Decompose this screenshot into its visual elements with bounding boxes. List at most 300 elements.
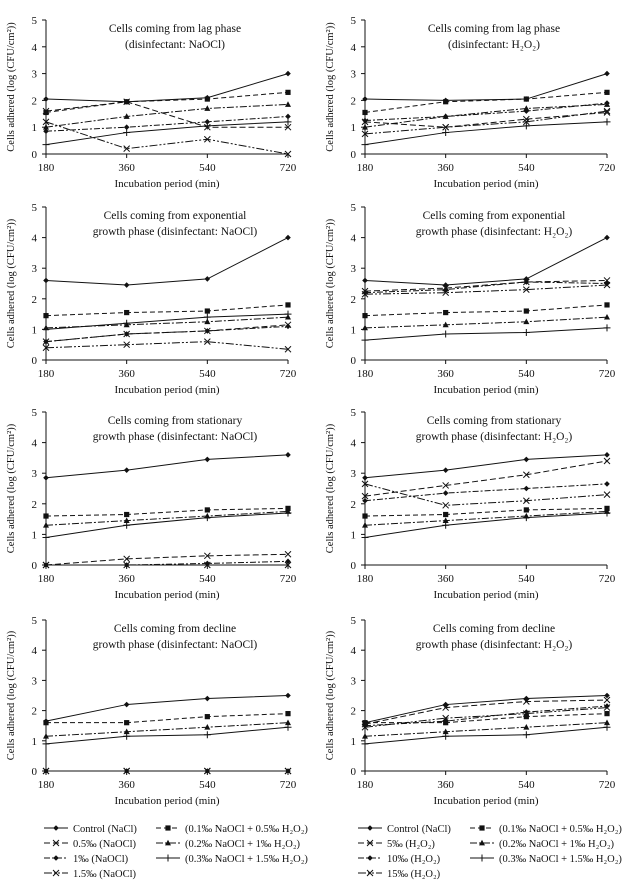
series-line (46, 714, 288, 723)
series-control (43, 235, 291, 288)
y-axis-label: Cells adhered (log (CFU/cm²)) (325, 218, 336, 349)
y-tick-label: 3 (350, 675, 356, 688)
series-mix3 (43, 118, 292, 148)
y-tick-label: 2 (350, 705, 356, 718)
data-point (205, 457, 211, 463)
x-tick-label: 720 (279, 162, 297, 174)
series-mix1 (43, 90, 290, 115)
y-axis-label: Cells adhered (log (CFU/cm²)) (6, 423, 17, 554)
series-line (365, 484, 607, 501)
x-tick-label: 180 (356, 573, 374, 585)
data-point (443, 512, 448, 517)
y-tick-label: 4 (31, 232, 37, 245)
data-point (362, 337, 369, 344)
data-point (204, 314, 211, 321)
series-line (365, 328, 607, 340)
series-line (365, 484, 607, 505)
chart-title: Cells coming from lag phase (427, 23, 561, 35)
legend-item (156, 854, 308, 865)
y-tick-label: 1 (31, 529, 37, 542)
series-line (365, 122, 607, 145)
legend-label: 0.5‰ (NaOCl) (73, 839, 136, 850)
x-tick-label: 540 (518, 573, 535, 585)
data-point (285, 235, 291, 241)
x-tick-label: 180 (356, 368, 374, 380)
legend-label: (0.2‰ NaOCl + 1‰ H₂O₂) (185, 839, 301, 850)
data-point (285, 302, 290, 307)
data-point (362, 513, 367, 518)
y-tick-label: 1 (350, 529, 356, 542)
y-tick-label: 1 (31, 324, 37, 337)
series-mix2 (362, 508, 610, 527)
data-point (604, 314, 610, 320)
chart-panel (6, 615, 297, 807)
series-mix1 (362, 90, 609, 115)
x-tick-label: 720 (279, 779, 297, 791)
y-tick-label: 3 (350, 263, 356, 276)
y-tick-label: 5 (350, 15, 356, 27)
data-point (43, 513, 48, 518)
series-mix1 (43, 711, 290, 725)
data-point (43, 534, 50, 541)
x-axis-label: Incubation period (min) (114, 795, 220, 807)
series-line (46, 314, 288, 329)
y-axis-label: Cells adhered (log (CFU/cm²)) (325, 423, 336, 554)
legend-marker (165, 855, 172, 862)
data-point (124, 310, 129, 315)
chart-panel (6, 407, 297, 601)
series-control (362, 235, 610, 288)
series-line (365, 305, 607, 316)
data-point (604, 71, 610, 77)
y-tick-label: 0 (350, 149, 356, 161)
series-mix1 (362, 506, 609, 519)
y-tick-label: 1 (350, 122, 356, 135)
legend-marker (479, 825, 484, 830)
series-line (46, 122, 288, 145)
y-tick-label: 5 (31, 407, 37, 419)
data-point (523, 514, 530, 521)
legend-item (470, 824, 622, 835)
data-point (604, 711, 609, 716)
x-tick-label: 540 (199, 573, 216, 585)
y-tick-label: 4 (31, 437, 37, 450)
y-axis-label: Cells adhered (log (CFU/cm²)) (6, 22, 17, 152)
legend-item (358, 869, 441, 880)
data-point (204, 105, 210, 111)
x-axis-label: Incubation period (min) (433, 178, 539, 190)
data-point (524, 486, 530, 492)
data-point (285, 711, 290, 716)
chart-panel (325, 615, 616, 807)
data-point (443, 720, 448, 725)
series-mix3 (43, 724, 292, 748)
data-point (443, 467, 449, 473)
series-d2 (362, 703, 610, 728)
legend-item (358, 839, 435, 850)
y-tick-label: 5 (31, 615, 37, 627)
y-axis-label: Cells adhered (log (CFU/cm²)) (6, 630, 17, 761)
x-tick-label: 360 (437, 368, 454, 380)
x-tick-label: 360 (118, 368, 135, 380)
series-d2 (362, 481, 610, 503)
chart-title: Cells coming from decline (113, 623, 237, 635)
y-tick-label: 3 (31, 468, 37, 481)
series-line (46, 74, 288, 102)
legend-item (358, 854, 441, 865)
y-tick-label: 2 (350, 498, 356, 511)
data-point (205, 276, 211, 282)
chart-panel (325, 407, 616, 601)
x-tick-label: 360 (118, 573, 135, 585)
y-tick-label: 4 (31, 41, 37, 54)
y-axis-label: Cells adhered (log (CFU/cm²)) (325, 630, 336, 761)
series-line (46, 696, 288, 722)
y-tick-label: 4 (350, 645, 356, 658)
chart-title: Cells coming from lag phase (108, 23, 242, 35)
y-tick-label: 3 (350, 68, 356, 81)
data-point (604, 324, 611, 331)
legend-marker (367, 855, 373, 861)
series-line (365, 511, 607, 525)
data-point (443, 702, 449, 708)
series-line (46, 92, 288, 112)
x-tick-label: 720 (279, 573, 297, 585)
data-point (124, 282, 130, 288)
x-axis-label: Incubation period (min) (433, 589, 539, 601)
y-tick-label: 4 (350, 41, 356, 54)
y-tick-label: 2 (31, 705, 37, 718)
y-tick-label: 3 (31, 675, 37, 688)
data-point (124, 512, 129, 517)
y-tick-label: 0 (350, 355, 356, 367)
legend-label: (0.1‰ NaOCl + 0.5‰ H₂O₂) (499, 824, 622, 835)
y-tick-label: 3 (31, 263, 37, 276)
chart-title: growth phase (disinfectant: H₂O₂) (415, 431, 573, 443)
series-mix3 (43, 509, 292, 540)
data-point (205, 714, 210, 719)
data-point (362, 740, 369, 747)
x-axis-label: Incubation period (min) (114, 384, 220, 396)
series-d1 (362, 458, 610, 499)
data-point (43, 720, 48, 725)
y-axis-label: Cells adhered (log (CFU/cm²)) (325, 22, 336, 152)
data-point (362, 96, 368, 102)
data-point (43, 475, 49, 481)
legend-naocl (44, 824, 308, 880)
data-point (43, 141, 50, 148)
data-point (604, 90, 609, 95)
y-tick-label: 4 (350, 437, 356, 450)
data-point (362, 110, 367, 115)
data-point (285, 311, 292, 318)
series-d3 (362, 282, 610, 297)
legend-item (470, 839, 615, 850)
legend-label: (0.3‰ NaOCl + 1.5‰ H₂O₂) (499, 854, 622, 865)
data-point (43, 313, 48, 318)
data-point (524, 714, 529, 719)
chart-panel (325, 202, 616, 396)
data-point (285, 693, 291, 699)
legend-item (156, 839, 301, 850)
legend-marker (367, 825, 373, 831)
data-point (205, 308, 210, 313)
data-point (124, 467, 130, 473)
legend-marker (53, 855, 59, 861)
legend-label: Control (NaCl) (387, 824, 451, 835)
chart-title: growth phase (disinfectant: NaOCl) (92, 431, 258, 443)
data-point (442, 330, 449, 337)
series-mix3 (362, 509, 611, 540)
data-point (443, 490, 449, 496)
y-tick-label: 0 (31, 766, 37, 778)
data-point (123, 320, 130, 327)
y-axis-label: Cells adhered (log (CFU/cm²)) (6, 218, 17, 349)
series-line (365, 723, 607, 737)
series-mix1 (43, 506, 290, 519)
legend-label: 15‰ (H₂O₂) (387, 869, 441, 880)
data-point (524, 696, 530, 702)
data-point (204, 731, 211, 738)
data-point (204, 514, 211, 521)
chart-panel (325, 15, 616, 190)
series-mix1 (362, 302, 609, 318)
legend-label: 1‰ (NaOCl) (73, 854, 129, 865)
series-d1 (43, 99, 291, 130)
legend-label: Control (NaCl) (73, 824, 137, 835)
series-control (362, 71, 610, 103)
y-tick-label: 4 (31, 645, 37, 658)
x-tick-label: 540 (518, 779, 535, 791)
y-tick-label: 5 (31, 15, 37, 27)
y-tick-label: 3 (31, 68, 37, 81)
data-point (362, 278, 368, 284)
legend-item (44, 839, 136, 850)
x-tick-label: 720 (279, 368, 297, 380)
data-point (43, 96, 49, 102)
series-line (365, 112, 607, 127)
data-point (285, 90, 290, 95)
x-tick-label: 540 (199, 368, 216, 380)
data-point (43, 740, 50, 747)
y-tick-label: 5 (350, 407, 356, 419)
data-point (443, 99, 448, 104)
x-tick-label: 360 (118, 779, 135, 791)
y-tick-label: 2 (31, 293, 37, 306)
series-line (365, 317, 607, 328)
data-point (604, 481, 610, 487)
y-tick-label: 1 (31, 735, 37, 748)
series-line (365, 455, 607, 478)
series-line (365, 92, 607, 112)
y-tick-label: 5 (350, 615, 356, 627)
data-point (285, 452, 291, 458)
data-point (604, 452, 610, 458)
series-line (46, 325, 288, 342)
chart-title: growth phase (disinfectant: H₂O₂) (415, 639, 573, 651)
y-tick-label: 0 (350, 766, 356, 778)
x-tick-label: 180 (356, 779, 374, 791)
data-point (362, 475, 368, 481)
data-point (43, 326, 50, 333)
data-point (443, 310, 448, 315)
data-point (604, 302, 609, 307)
legend-item (44, 869, 136, 880)
data-point (123, 129, 130, 136)
series-line (46, 326, 288, 341)
legend-h2o2 (358, 824, 622, 880)
chart-title: Cells coming from exponential (422, 210, 566, 222)
y-tick-label: 5 (31, 202, 37, 214)
series-line (365, 238, 607, 285)
legend-marker (479, 855, 486, 862)
x-tick-label: 180 (37, 573, 55, 585)
series-mix3 (362, 324, 611, 343)
x-tick-label: 180 (37, 162, 55, 174)
data-point (285, 324, 291, 330)
legend-marker (53, 825, 59, 831)
series-line (46, 723, 288, 737)
data-point (362, 141, 369, 148)
x-tick-label: 540 (518, 162, 535, 174)
series-mix3 (362, 724, 611, 748)
legend-label: 1.5‰ (NaOCl) (73, 869, 136, 880)
y-tick-label: 2 (31, 498, 37, 511)
series-control (43, 71, 291, 105)
chart-title: (disinfectant: H₂O₂) (447, 39, 541, 51)
y-tick-label: 5 (350, 202, 356, 214)
data-point (43, 110, 48, 115)
chart-title: growth phase (disinfectant: H₂O₂) (415, 226, 573, 238)
x-tick-label: 540 (518, 368, 535, 380)
data-point (205, 696, 211, 702)
data-point (524, 457, 530, 463)
data-point (524, 507, 529, 512)
y-tick-label: 0 (350, 560, 356, 572)
x-tick-label: 720 (598, 573, 616, 585)
data-point (524, 308, 529, 313)
x-axis-label: Incubation period (min) (433, 384, 539, 396)
y-tick-label: 1 (350, 324, 356, 337)
x-tick-label: 360 (118, 162, 135, 174)
series-line (46, 554, 288, 565)
series-line (46, 511, 288, 525)
y-tick-label: 1 (31, 122, 37, 135)
chart-panel (6, 15, 297, 190)
data-point (285, 71, 291, 77)
chart-title: growth phase (disinfectant: NaOCl) (92, 226, 258, 238)
x-tick-label: 360 (437, 162, 454, 174)
data-point (362, 534, 369, 541)
x-tick-label: 180 (37, 779, 55, 791)
data-point (362, 313, 367, 318)
data-point (285, 551, 291, 557)
series-line (46, 455, 288, 478)
data-point (124, 702, 130, 708)
data-point (362, 720, 367, 725)
chart-title: Cells coming from stationary (107, 415, 243, 427)
data-point (204, 724, 210, 730)
series-line (365, 700, 607, 724)
x-tick-label: 720 (598, 162, 616, 174)
data-point (604, 109, 610, 115)
x-axis-label: Incubation period (min) (114, 178, 220, 190)
data-point (523, 105, 529, 111)
data-point (124, 99, 129, 104)
y-tick-label: 2 (350, 293, 356, 306)
legend-item (470, 854, 622, 865)
data-point (205, 507, 210, 512)
data-point (124, 720, 129, 725)
y-tick-label: 0 (31, 560, 37, 572)
series-control (43, 452, 291, 481)
data-point (205, 96, 210, 101)
data-point (604, 458, 610, 464)
series-mix2 (362, 314, 610, 330)
y-tick-label: 0 (31, 355, 37, 367)
data-point (523, 122, 530, 129)
x-tick-label: 180 (37, 368, 55, 380)
y-tick-label: 4 (350, 232, 356, 245)
series-d3 (43, 339, 291, 353)
legend-item (156, 824, 308, 835)
chart-title: Cells coming from exponential (103, 210, 247, 222)
data-point (604, 235, 610, 241)
series-line (365, 74, 607, 101)
legend-item (44, 824, 137, 835)
y-tick-label: 2 (350, 95, 356, 108)
data-point (523, 731, 530, 738)
legend-item (358, 824, 451, 835)
series-line (365, 513, 607, 537)
chart-title: (disinfectant: NaOCl) (125, 39, 225, 51)
legend-marker (165, 825, 170, 830)
x-tick-label: 540 (199, 162, 216, 174)
y-tick-label: 3 (350, 468, 356, 481)
series-line (46, 305, 288, 316)
data-point (604, 101, 610, 107)
series-mix2 (43, 508, 291, 527)
x-axis-label: Incubation period (min) (114, 589, 220, 601)
data-point (523, 329, 530, 336)
series-d2 (43, 559, 291, 568)
y-tick-label: 0 (31, 149, 37, 161)
legend-item (44, 854, 129, 865)
chart-title: Cells coming from decline (432, 623, 556, 635)
series-d1 (43, 322, 291, 345)
chart-title: Cells coming from stationary (426, 415, 562, 427)
series-line (46, 342, 288, 350)
series-mix2 (43, 101, 291, 129)
x-tick-label: 720 (598, 368, 616, 380)
legend-label: (0.2‰ NaOCl + 1‰ H₂O₂) (499, 839, 615, 850)
legend-label: 10‰ (H₂O₂) (387, 854, 441, 865)
y-tick-label: 2 (31, 95, 37, 108)
x-tick-label: 360 (437, 779, 454, 791)
legend-label: (0.1‰ NaOCl + 0.5‰ H₂O₂) (185, 824, 308, 835)
chart-panel (6, 202, 297, 396)
data-point (43, 278, 49, 284)
chart-title: growth phase (disinfectant: NaOCl) (92, 639, 258, 651)
data-point (524, 96, 529, 101)
x-tick-label: 180 (356, 162, 374, 174)
series-line (365, 708, 607, 728)
data-point (604, 118, 611, 125)
y-tick-label: 1 (350, 735, 356, 748)
x-tick-label: 360 (437, 573, 454, 585)
data-point (523, 724, 529, 730)
data-point (204, 122, 211, 129)
